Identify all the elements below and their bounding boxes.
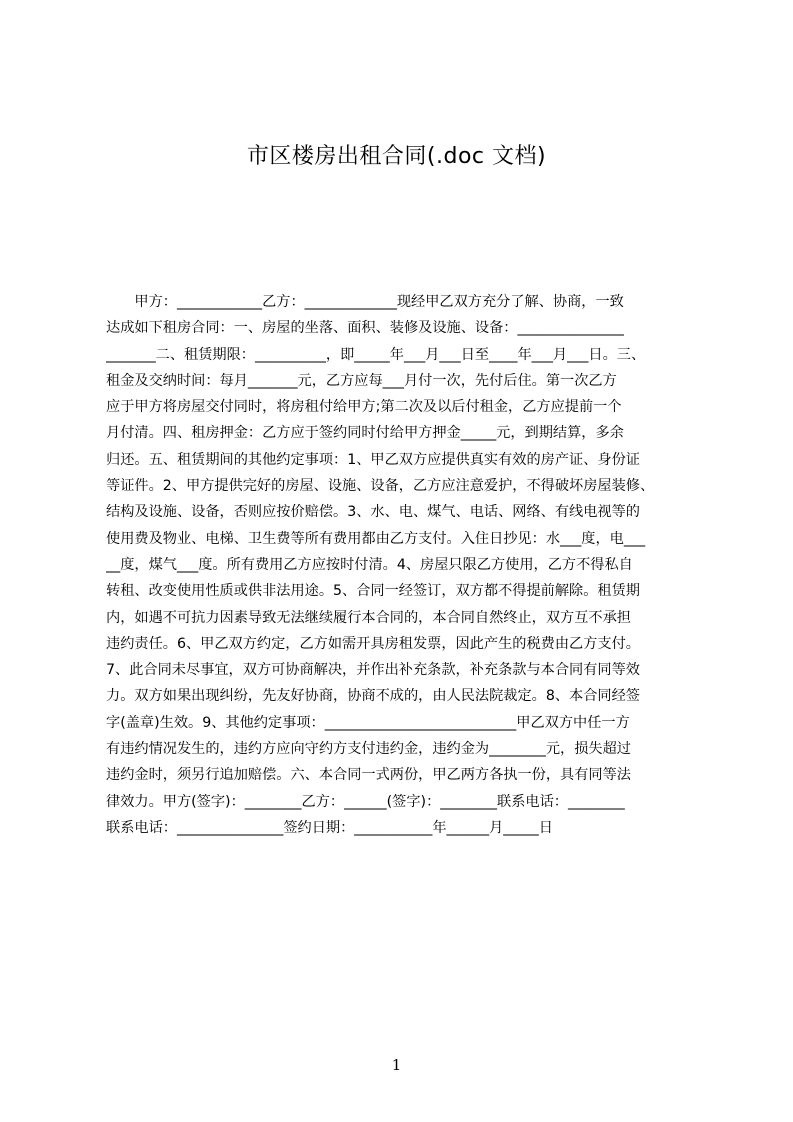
body-line: 使用费及物业、电梯、卫生费等所有费用都由乙方支付。入住日抄见：水___度，电___ (106, 530, 646, 547)
body-line: 联系电话：_______________签约日期：___________年______月_____日 (106, 819, 553, 836)
body-line: 7、此合同未尽事宜，双方可协商解决，并作出补充条款，补充条款与本合同有同等效 (106, 662, 640, 679)
body-line: __度，煤气___度。所有费用乙方应按时付清。4、房屋只限乙方使用，乙方不得私自 (106, 556, 633, 573)
body-line: 归还。五、租赁期间的其他约定事项：1、甲乙双方应提供真实有效的房产证、身份证 (106, 451, 640, 468)
body-line: 字(盖章)生效。9、其他约定事项：___________________________甲乙双方中任一方 (106, 714, 630, 731)
page-number: 1 (391, 1056, 402, 1074)
body-line: _______二、租赁期限：__________，即_____年___月___日至____年___月___日。三、 (106, 346, 646, 363)
body-line: 违约金时，须另行追加赔偿。六、本合同一式两份，甲乙两方各执一份，具有同等法 (106, 767, 631, 784)
body-line: 租金及交纳时间：每月_______元，乙方应每___月付一次，先付后住。第一次乙方 (106, 372, 617, 389)
contract-body (106, 289, 698, 849)
body-line: 达成如下租房合同：一、房屋的坐落、面积、装修及设施、设备：_______________ (106, 320, 624, 337)
document-title: 市区楼房出租合同(.doc 文档) (246, 144, 547, 169)
body-line: 违约责任。6、甲乙双方约定，乙方如需开具房租发票，因此产生的税费由乙方支付。 (106, 635, 640, 652)
body-line: 律效力。甲方(签字)：________乙方：______(签字)：________联系电话：________ (106, 793, 625, 810)
body-line: 月付清。四、租房押金：乙方应于签约同时付给甲方押金_____元，到期结算，多余 (106, 425, 624, 442)
body-line: 有违约情况发生的，违约方应向守约方支付违约金，违约金为________元，损失超过 (106, 741, 631, 758)
body-line: 等证件。2、甲方提供完好的房屋、设施、设备，乙方应注意爱护，不得破坏房屋装修、 (106, 478, 655, 495)
body-line: 结构及设施、设备，否则应按价赔偿。3、水、电、煤气、电话、网络、有线电视等的 (106, 504, 640, 521)
body-line: 内，如遇不可抗力因素导致无法继续履行本合同的，本合同自然终止，双方互不承担 (106, 609, 631, 626)
body-line: 转租、改变使用性质或供非法用途。5、合同一经签订，双方都不得提前解除。租赁期 (106, 583, 640, 600)
body-line: 应于甲方将房屋交付同时，将房租付给甲方;第二次及以后付租金，乙方应提前一个 (106, 399, 622, 416)
body-line: 力。双方如果出现纠纷，先友好协商，协商不成的，由人民法院裁定。8、本合同经签 (106, 688, 640, 705)
body-line: 甲方：____________乙方：_____________现经甲乙双方充分了解、协商，一致 (106, 294, 624, 310)
